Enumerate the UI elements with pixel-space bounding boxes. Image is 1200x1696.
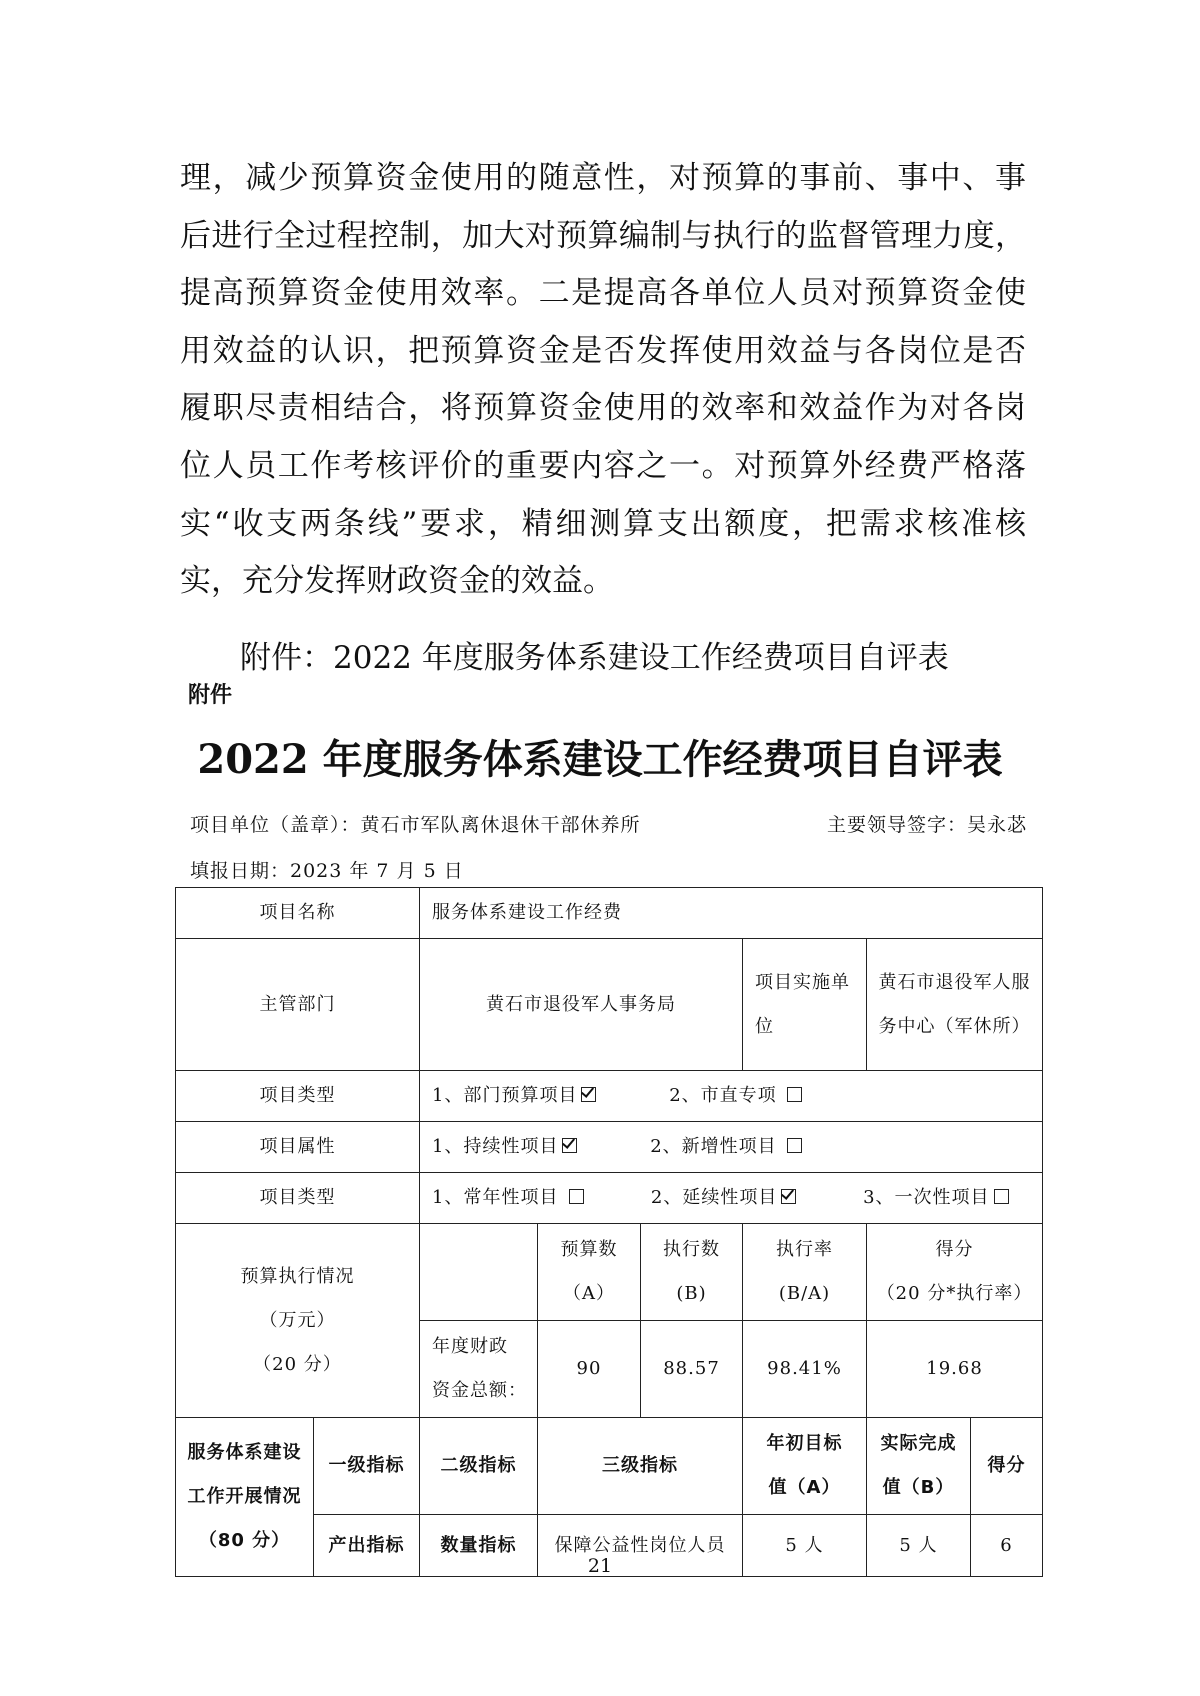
service-section-label: 服务体系建设工作开展情况（80 分） — [176, 1418, 314, 1577]
paragraph-line: 实，充分发挥财政资金的效益。 — [180, 563, 614, 600]
option: 1、部门预算项目 — [432, 1075, 596, 1117]
impl-unit-label: 项目实施单位 — [743, 939, 867, 1071]
page-title: 2022 年度服务体系建设工作经费项目自评表 — [197, 736, 1003, 783]
paragraph-line: 实“收支两条线”要求，精细测算支出额度，把需求核准核 — [180, 505, 1026, 542]
checkbox-checked-icon — [781, 1189, 796, 1204]
option: 1、常年性项目 — [432, 1177, 584, 1219]
attachment-reference: 附件：2022 年度服务体系建设工作经费项目自评表 — [240, 640, 949, 676]
paragraph-line: 履职尽责相结合，将预算资金使用的效率和效益作为对各岗 — [180, 390, 1026, 427]
row-score-value: 6 — [971, 1515, 1043, 1577]
project-name-label: 项目名称 — [176, 888, 420, 939]
page-number: 21 — [587, 1555, 613, 1577]
option: 1、持续性项目 — [432, 1126, 577, 1168]
actual-header: 实际完成 值（B） — [867, 1418, 971, 1515]
exec-value: 88.57 — [641, 1321, 743, 1418]
paragraph-line: 提高预算资金使用效率。二是提高各单位人员对预算资金使 — [180, 275, 1026, 312]
attachment-label: 附件 — [188, 683, 233, 708]
project-type-options — [420, 1071, 1043, 1122]
budget-exec-label: 预算执行情况 （万元） （20 分） — [176, 1224, 420, 1418]
table-row — [176, 1173, 1043, 1224]
project-attr-label: 项目属性 — [176, 1122, 420, 1173]
checkbox-icon — [787, 1087, 802, 1102]
level2-header: 二级指标 — [420, 1418, 538, 1515]
evaluation-table — [175, 887, 1043, 1577]
project-type2-options — [420, 1173, 1043, 1224]
col-budget-header: 预算数 （A） — [538, 1224, 641, 1321]
empty-cell — [420, 1224, 538, 1321]
table-row — [176, 939, 1043, 1071]
checkbox-icon — [994, 1189, 1009, 1204]
level1-value: 产出指标 — [314, 1515, 420, 1577]
table-row — [176, 1418, 1043, 1515]
annual-fund-label: 年度财政 资金总额： — [420, 1321, 538, 1418]
option: 2、市直专项 — [669, 1075, 802, 1117]
impl-unit-value: 黄石市退役军人服务中心（军休所） — [867, 939, 1043, 1071]
project-type-label: 项目类型 — [176, 1071, 420, 1122]
paragraph-line: 理，减少预算资金使用的随意性，对预算的事前、事中、事 — [180, 160, 1026, 196]
score-value: 19.68 — [867, 1321, 1043, 1418]
level3-value: 保障公益性岗位人员 — [538, 1515, 743, 1577]
col-exec-header: 执行数 (B) — [641, 1224, 743, 1321]
col-rate-header: 执行率 (B/A) — [743, 1224, 867, 1321]
level1-header: 一级指标 — [314, 1418, 420, 1515]
option: 3、一次性项目 — [863, 1177, 1008, 1219]
body-paragraph — [180, 150, 1026, 611]
project-type2-label: 项目类型 — [176, 1173, 420, 1224]
paragraph-line: 用效益的认识，把预算资金是否发挥使用效益与各岗位是否 — [180, 332, 1026, 369]
leader-signature: 主要领导签字：吴永苾 — [826, 814, 1027, 836]
checkbox-checked-icon — [581, 1087, 596, 1102]
score-header: 得分 — [971, 1418, 1043, 1515]
col-score-header: 得分 （20 分*执行率） — [867, 1224, 1043, 1321]
project-attr-options — [420, 1122, 1043, 1173]
level3-header: 三级指标 — [538, 1418, 743, 1515]
actual-value: 5 人 — [867, 1515, 971, 1577]
option: 2、新增性项目 — [650, 1126, 802, 1168]
paragraph-line: 后进行全过程控制，加大对预算编制与执行的监督管理力度， — [180, 217, 1026, 254]
table-row — [176, 1224, 1043, 1321]
paragraph-line: 位人员工作考核评价的重要内容之一。对预算外经费严格落 — [180, 447, 1026, 484]
rate-value: 98.41% — [743, 1321, 867, 1418]
checkbox-icon — [569, 1189, 584, 1204]
table-row — [176, 1071, 1043, 1122]
target-value: 5 人 — [743, 1515, 867, 1577]
checkbox-checked-icon — [562, 1138, 577, 1153]
target-header: 年初目标 值（A） — [743, 1418, 867, 1515]
fill-date: 填报日期：2023 年 7 月 5 日 — [190, 860, 464, 882]
budget-value: 90 — [538, 1321, 641, 1418]
project-name-value: 服务体系建设工作经费 — [420, 888, 1043, 939]
dept-label: 主管部门 — [176, 939, 420, 1071]
dept-value: 黄石市退役军人事务局 — [420, 939, 743, 1071]
option: 2、延续性项目 — [651, 1177, 796, 1219]
table-row — [176, 888, 1043, 939]
level2-value: 数量指标 — [420, 1515, 538, 1577]
project-unit: 项目单位（盖章）：黄石市军队离休退休干部休养所 — [190, 814, 641, 836]
checkbox-icon — [787, 1138, 802, 1153]
table-row — [176, 1122, 1043, 1173]
